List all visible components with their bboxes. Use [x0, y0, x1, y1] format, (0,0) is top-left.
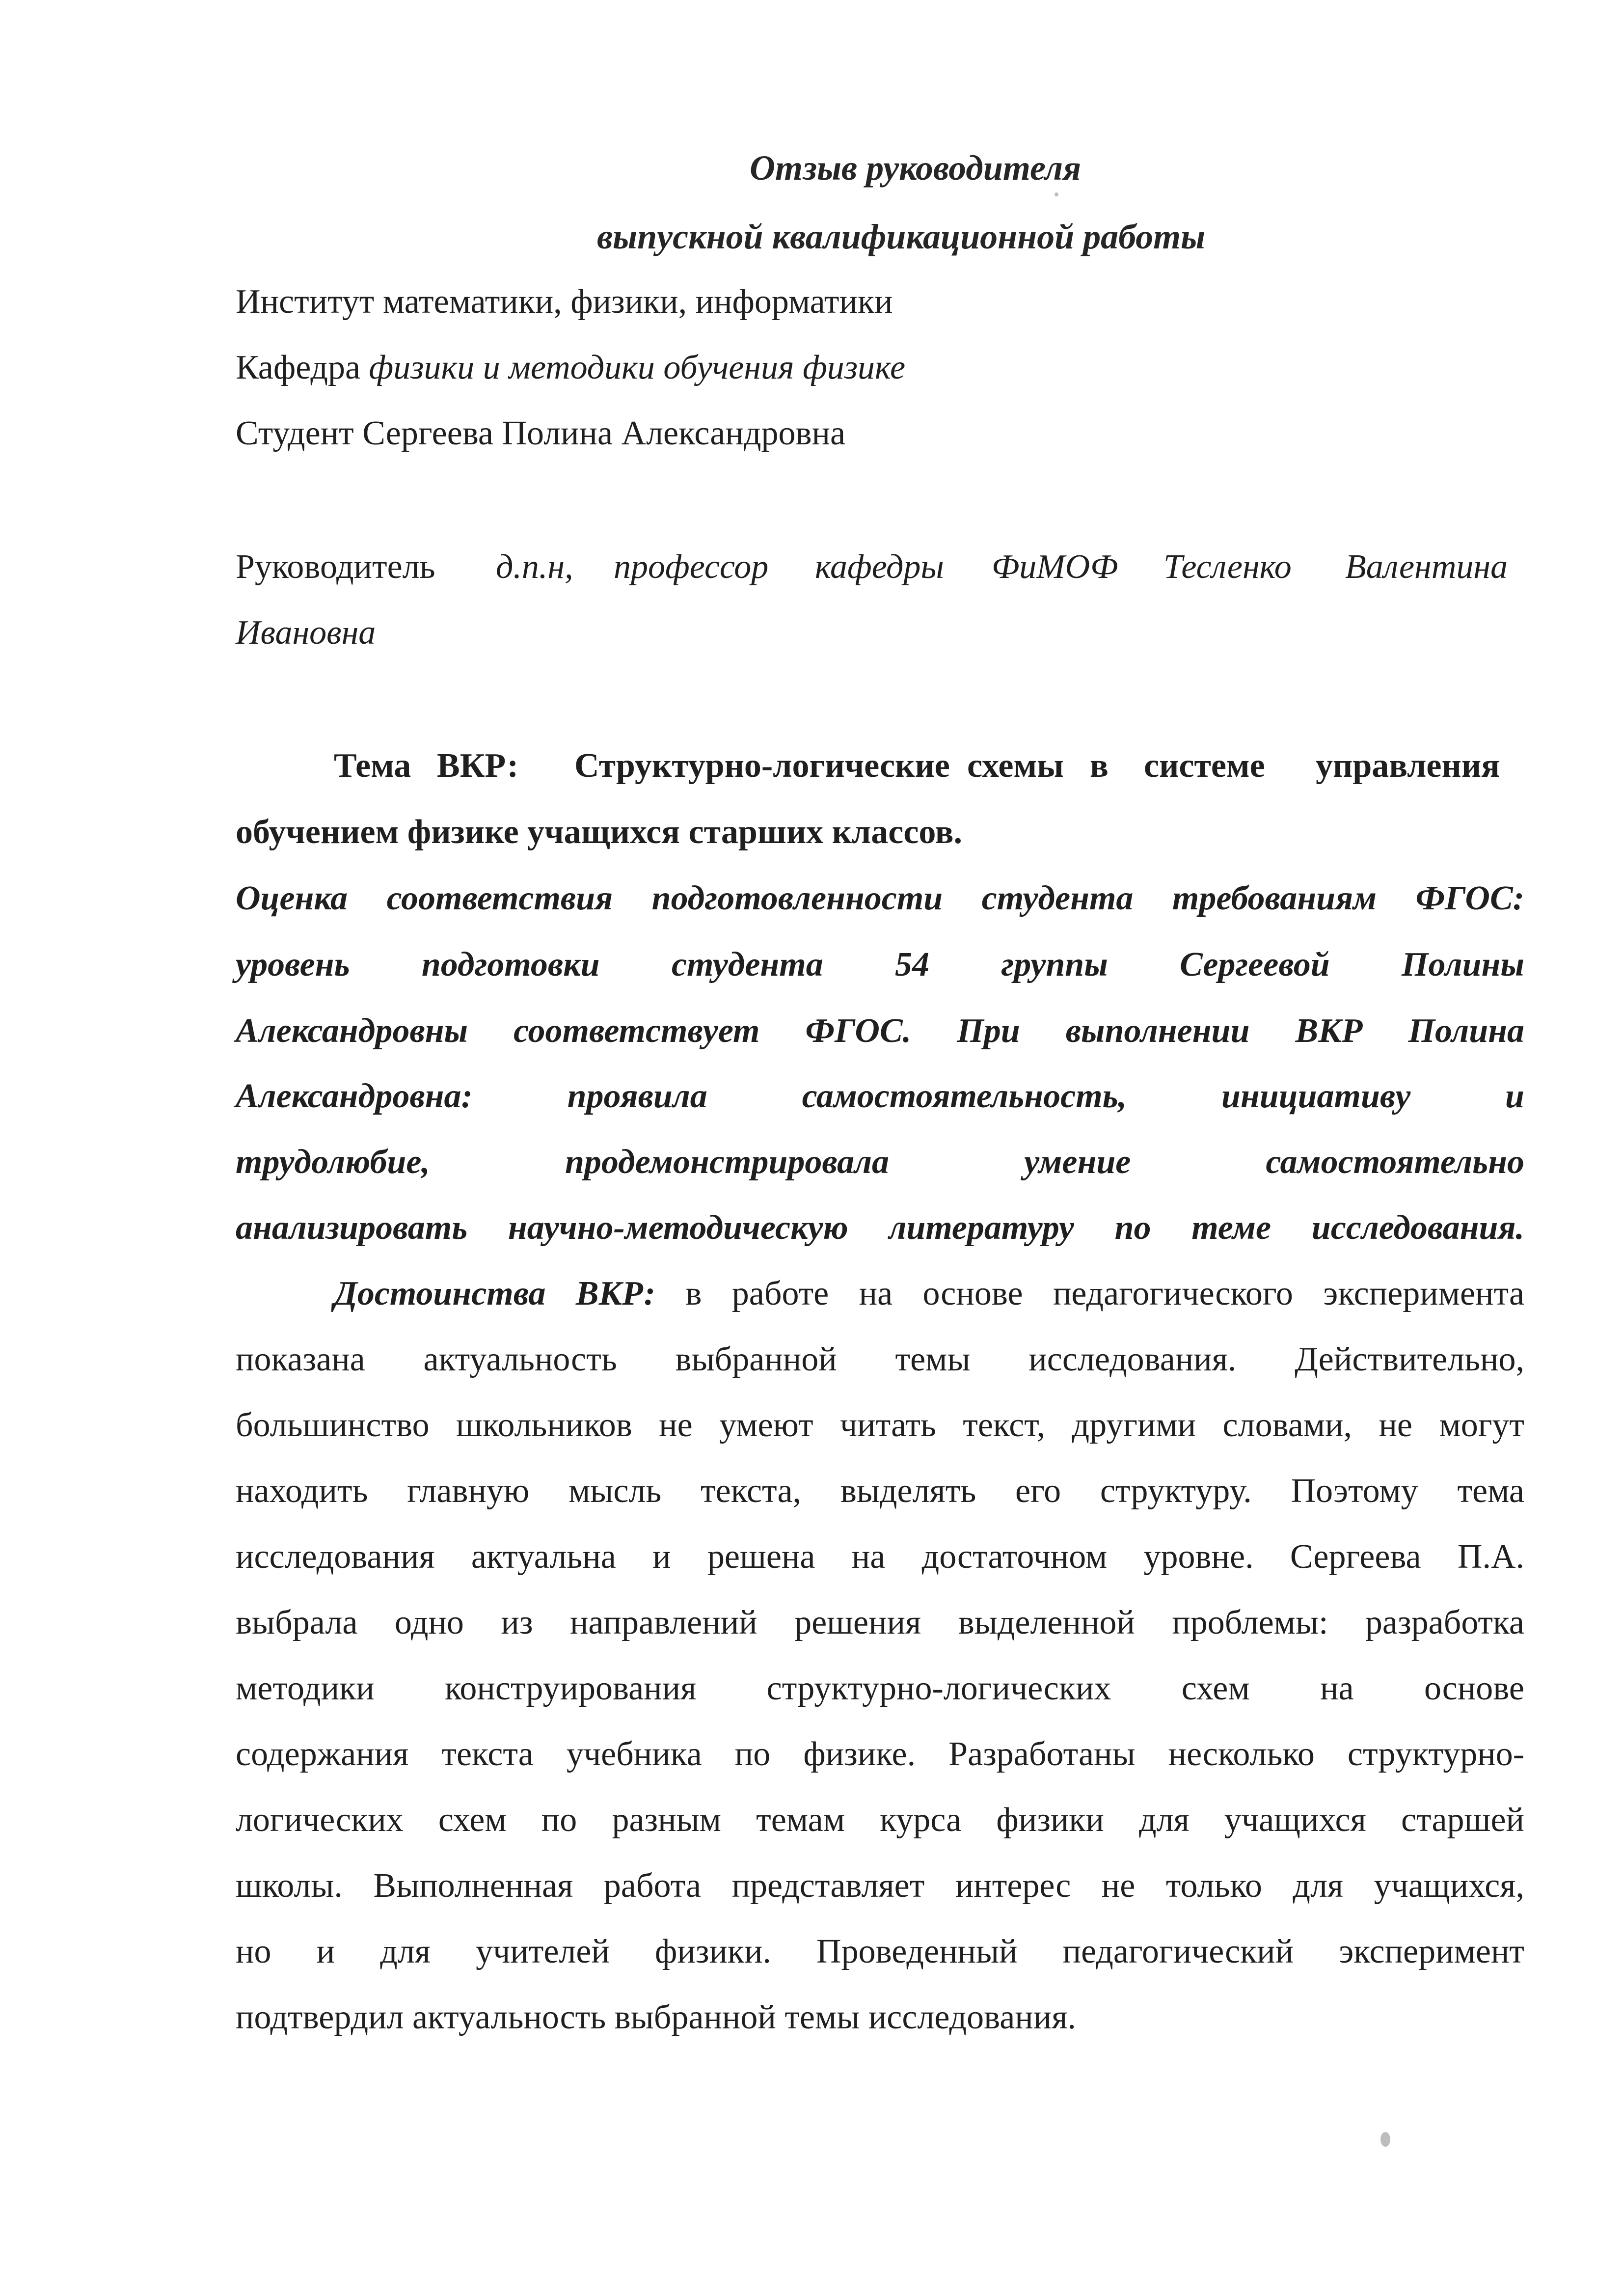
topic-word-management: управления: [1316, 747, 1500, 785]
merits-first-line-text: в работе на основе педагогического эксперимента: [685, 1275, 1525, 1312]
merits-line: находить главную мысль текста, выделять его структуру. Поэтому тема: [236, 1472, 1524, 1510]
supervisor-first-name: Валентина: [1345, 548, 1508, 586]
assessment-line: трудолюбие, продемонстрировала умение самостоятельно: [236, 1143, 1524, 1181]
topic-word-schemes: схемы: [967, 747, 1064, 785]
supervisor-department-abbr: ФиМОФ: [992, 548, 1118, 586]
assessment-line: уровень подготовки студента 54 группы Сергеевой Полины: [236, 946, 1524, 984]
merits-line: содержания текста учебника по физике. Разработаны несколько структурно-: [236, 1735, 1524, 1773]
assessment-line: анализировать научно-методическую литературу по теме исследования.: [236, 1209, 1524, 1247]
supervisor-patronymic: Ивановна: [236, 614, 376, 652]
merits-line: но и для учителей физики. Проведенный педагогический эксперимент: [236, 1933, 1524, 1970]
merits-line: подтвердил актуальность выбранной темы исследования.: [236, 1998, 1076, 2036]
supervisor-chair-word: кафедры: [815, 548, 944, 586]
topic-word-in: в: [1090, 747, 1109, 785]
topic-line2: обучением физике учащихся старших классов.: [236, 813, 962, 851]
review-title-line1: Отзыв руководителя: [750, 148, 1082, 188]
merits-label: Достоинства ВКР:: [334, 1275, 655, 1312]
merits-line: выбрала одно из направлений решения выделенной проблемы: разработка: [236, 1604, 1524, 1641]
supervisor-position: профессор: [614, 548, 769, 586]
merits-first-line: [334, 1277, 1524, 1311]
supervisor-surname: Тесленко: [1163, 548, 1292, 586]
topic-word-vkr: ВКР:: [437, 747, 519, 785]
assessment-line: Александровна: проявила самостоятельность, инициативу и: [236, 1077, 1524, 1115]
department-line: [236, 351, 905, 385]
merits-line: школы. Выполненная работа представляет интерес не только для учащихся,: [236, 1867, 1524, 1905]
topic-word-structural: Структурно-логические: [574, 747, 950, 785]
scan-speck: [1055, 192, 1058, 196]
merits-line: логических схем по разным темам курса физики для учащихся старшей: [236, 1801, 1524, 1839]
supervisor-degree: д.п.н,: [496, 548, 573, 586]
student-line: Студент Сергеева Полина Александровна: [236, 414, 846, 452]
merits-line: показана актуальность выбранной темы исследования. Действительно,: [236, 1340, 1524, 1378]
topic-word-tema: Тема: [334, 747, 411, 785]
merits-line: исследования актуальна и решена на достаточном уровне. Сергеева П.А.: [236, 1538, 1524, 1576]
review-title-line2: выпускной квалификационной работы: [597, 217, 1206, 256]
department-label: Кафедра: [236, 349, 361, 386]
merits-line: методики конструирования структурно-логических схем на основе: [236, 1669, 1524, 1707]
institute-line: Институт математики, физики, информатики: [236, 283, 893, 321]
supervisor-label: Руководитель: [236, 548, 435, 586]
topic-word-system: системе: [1144, 747, 1265, 785]
assessment-line: Александровны соответствует ФГОС. При выполнении ВКР Полина: [236, 1012, 1524, 1050]
assessment-line: Оценка соответствия подготовленности студента требованиям ФГОС:: [236, 879, 1524, 917]
department-name: физики и методики обучения физике: [369, 349, 906, 386]
merits-line: большинство школьников не умеют читать текст, другими словами, не могут: [236, 1406, 1524, 1444]
scan-speck: [1380, 2132, 1390, 2147]
